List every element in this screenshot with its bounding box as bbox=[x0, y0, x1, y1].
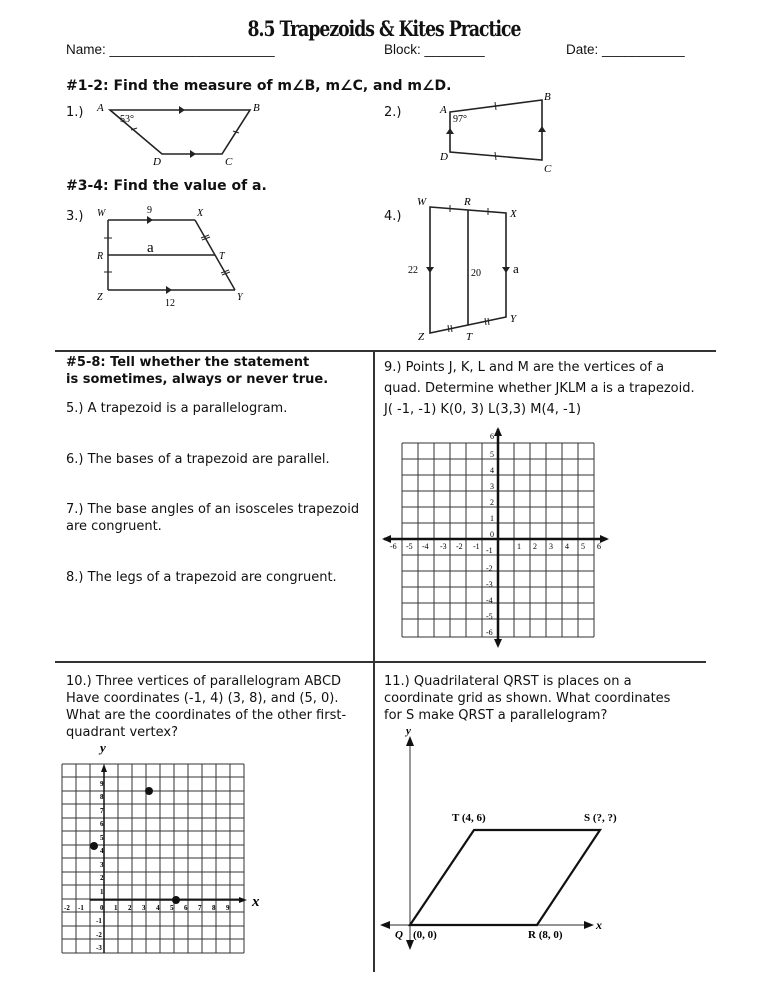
svg-text:-5: -5 bbox=[406, 542, 413, 551]
svg-text:2: 2 bbox=[128, 904, 132, 912]
svg-text:-6: -6 bbox=[486, 628, 493, 637]
section-5-8-heading-line2: is sometimes, always or never true. bbox=[66, 372, 329, 387]
problem-7-line1: 7.) The base angles of an isosceles trapezoid bbox=[66, 502, 360, 517]
problem-10-line1: 10.) Three vertices of parallelogram ABCD bbox=[66, 674, 342, 689]
svg-text:W: W bbox=[97, 208, 106, 219]
date-field[interactable]: Date: ___________ bbox=[566, 42, 685, 57]
svg-text:C: C bbox=[544, 163, 552, 175]
svg-text:6: 6 bbox=[597, 542, 601, 551]
svg-text:X: X bbox=[197, 208, 204, 219]
svg-text:-5: -5 bbox=[486, 612, 493, 621]
svg-text:y: y bbox=[100, 740, 106, 755]
svg-text:A: A bbox=[440, 104, 447, 116]
svg-text:1: 1 bbox=[490, 514, 494, 523]
coordinate-grid-9 bbox=[380, 425, 610, 650]
vertex-a: A bbox=[97, 102, 104, 114]
svg-text:8: 8 bbox=[100, 793, 104, 801]
svg-text:T: T bbox=[466, 331, 473, 343]
problem-1-number: 1.) bbox=[66, 105, 84, 120]
section-1-2-heading: #1-2: Find the measure of m∠B, m∠C, and m∠D. bbox=[66, 78, 452, 94]
svg-text:6: 6 bbox=[490, 432, 494, 441]
svg-text:a: a bbox=[147, 240, 154, 256]
svg-text:B: B bbox=[544, 91, 551, 103]
svg-text:2: 2 bbox=[533, 542, 537, 551]
svg-text:4: 4 bbox=[490, 466, 494, 475]
svg-text:-4: -4 bbox=[486, 596, 493, 605]
problem-9-line1: 9.) Points J, K, L and M are the vertices of a bbox=[384, 360, 665, 375]
svg-text:1: 1 bbox=[517, 542, 521, 551]
problem-10-line3: What are the coordinates of the other first- bbox=[66, 708, 347, 723]
svg-text:3: 3 bbox=[490, 482, 494, 491]
svg-text:Z: Z bbox=[418, 331, 425, 343]
svg-text:-1: -1 bbox=[486, 546, 493, 555]
svg-text:-1: -1 bbox=[473, 542, 480, 551]
angle-label: 53° bbox=[120, 114, 134, 125]
svg-text:2: 2 bbox=[100, 874, 104, 882]
section-divider-top bbox=[55, 350, 716, 352]
coordinate-grid-10 bbox=[55, 740, 265, 960]
point-neg1-4 bbox=[90, 842, 98, 850]
trapezoid-figure-3 bbox=[95, 200, 255, 320]
svg-text:9: 9 bbox=[100, 780, 104, 788]
svg-text:-1: -1 bbox=[96, 917, 102, 925]
svg-text:-1: -1 bbox=[78, 904, 84, 912]
svg-text:y: y bbox=[406, 725, 411, 737]
problem-10-line2: Have coordinates (-1, 4) (3, 8), and (5, 0). bbox=[66, 691, 339, 706]
trapezoid-figure-2 bbox=[430, 90, 560, 180]
svg-text:Q: Q bbox=[395, 929, 403, 941]
trapezoid-figure-1 bbox=[95, 100, 265, 170]
svg-text:Z: Z bbox=[97, 292, 103, 303]
svg-text:-2: -2 bbox=[64, 904, 70, 912]
problem-3-number: 3.) bbox=[66, 209, 84, 224]
svg-text:5: 5 bbox=[100, 834, 104, 842]
svg-text:7: 7 bbox=[198, 904, 202, 912]
problem-11-line2: coordinate grid as shown. What coordinates bbox=[384, 691, 671, 706]
svg-text:-2: -2 bbox=[96, 931, 102, 939]
svg-text:Y: Y bbox=[510, 313, 517, 325]
svg-text:a: a bbox=[513, 261, 519, 276]
svg-text:0: 0 bbox=[490, 530, 494, 539]
svg-text:R: R bbox=[97, 251, 104, 262]
svg-text:-3: -3 bbox=[96, 944, 102, 952]
point-3-8 bbox=[145, 787, 153, 795]
svg-text:-4: -4 bbox=[422, 542, 429, 551]
svg-text:-3: -3 bbox=[440, 542, 447, 551]
svg-text:R (8, 0): R (8, 0) bbox=[528, 929, 563, 941]
svg-text:5: 5 bbox=[170, 904, 174, 912]
problem-6: 6.) The bases of a trapezoid are parallel. bbox=[66, 452, 330, 467]
svg-text:2: 2 bbox=[490, 498, 494, 507]
problem-11-line3: for S make QRST a parallelogram? bbox=[384, 708, 608, 723]
svg-text:8: 8 bbox=[212, 904, 216, 912]
svg-text:X: X bbox=[510, 208, 517, 220]
svg-text:x: x bbox=[596, 918, 602, 932]
svg-text:6: 6 bbox=[184, 904, 188, 912]
svg-text:22: 22 bbox=[408, 265, 418, 276]
svg-text:-6: -6 bbox=[390, 542, 397, 551]
svg-text:97°: 97° bbox=[453, 114, 467, 125]
svg-text:5: 5 bbox=[490, 450, 494, 459]
svg-text:T (4, 6): T (4, 6) bbox=[452, 812, 486, 824]
svg-text:3: 3 bbox=[142, 904, 146, 912]
svg-text:B: B bbox=[253, 102, 260, 114]
svg-text:1: 1 bbox=[100, 888, 104, 896]
problem-5: 5.) A trapezoid is a parallelogram. bbox=[66, 401, 288, 416]
svg-text:D: D bbox=[153, 156, 161, 168]
svg-text:9: 9 bbox=[226, 904, 230, 912]
section-5-8-heading-line1: #5-8: Tell whether the statement bbox=[66, 355, 310, 370]
svg-text:R: R bbox=[464, 196, 471, 208]
page-title: 8.5 Trapezoids & Kites Practice bbox=[247, 16, 521, 41]
problem-7-line2: are congruent. bbox=[66, 519, 162, 534]
svg-text:4: 4 bbox=[100, 847, 104, 855]
svg-text:5: 5 bbox=[581, 542, 585, 551]
svg-text:T: T bbox=[219, 251, 225, 262]
svg-text:x: x bbox=[252, 894, 260, 910]
svg-text:-2: -2 bbox=[486, 564, 493, 573]
problem-9-line3: J( -1, -1) K(0, 3) L(3,3) M(4, -1) bbox=[384, 402, 582, 417]
parallelogram-figure-11 bbox=[378, 722, 638, 952]
svg-text:0: 0 bbox=[100, 904, 104, 912]
section-divider-bottom bbox=[55, 661, 706, 663]
problem-10-line4: quadrant vertex? bbox=[66, 725, 178, 740]
svg-text:C: C bbox=[225, 156, 233, 168]
problem-11-line1: 11.) Quadrilateral QRST is places on a bbox=[384, 674, 632, 689]
trapezoid-figure-4 bbox=[400, 195, 540, 345]
svg-text:12: 12 bbox=[165, 298, 175, 309]
svg-text:-3: -3 bbox=[486, 580, 493, 589]
problem-4-number: 4.) bbox=[384, 209, 402, 224]
svg-text:9: 9 bbox=[147, 205, 152, 216]
svg-text:D: D bbox=[440, 151, 448, 163]
svg-text:4: 4 bbox=[156, 904, 160, 912]
problem-9-line2: quad. Determine whether JKLM a is a trapezoid. bbox=[384, 381, 695, 396]
svg-text:-2: -2 bbox=[456, 542, 463, 551]
svg-text:S (?, ?): S (?, ?) bbox=[584, 812, 617, 824]
problem-2-number: 2.) bbox=[384, 105, 402, 120]
svg-text:6: 6 bbox=[100, 820, 104, 828]
svg-text:7: 7 bbox=[100, 807, 104, 815]
svg-text:20: 20 bbox=[471, 268, 481, 279]
svg-text:4: 4 bbox=[565, 542, 569, 551]
block-field[interactable]: Block: ________ bbox=[384, 42, 485, 57]
problem-8: 8.) The legs of a trapezoid are congruent. bbox=[66, 570, 337, 585]
svg-text:W: W bbox=[417, 196, 427, 208]
svg-text:3: 3 bbox=[100, 861, 104, 869]
point-5-0 bbox=[172, 896, 180, 904]
svg-text:Y: Y bbox=[237, 292, 243, 303]
section-3-4-heading: #3-4: Find the value of a. bbox=[66, 178, 267, 194]
svg-text:3: 3 bbox=[549, 542, 553, 551]
name-field[interactable]: Name: ______________________ bbox=[66, 42, 275, 57]
svg-text:1: 1 bbox=[114, 904, 118, 912]
svg-text:(0, 0): (0, 0) bbox=[413, 929, 437, 941]
